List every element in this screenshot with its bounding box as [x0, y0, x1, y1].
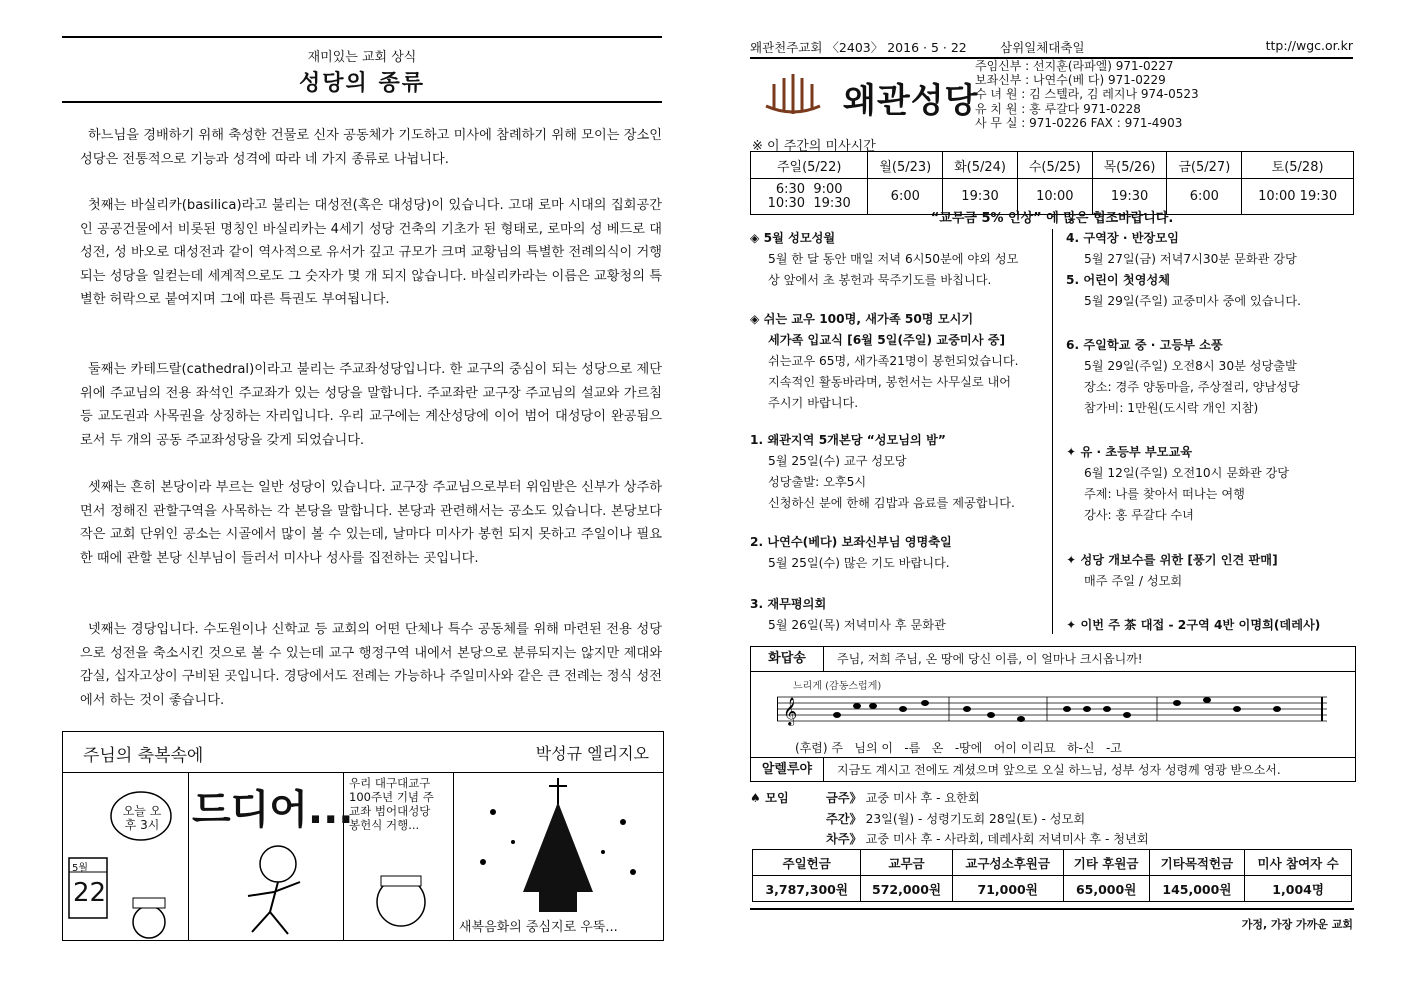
- notice-parent-education: [1066, 442, 1289, 526]
- psalm-box: [750, 646, 1356, 782]
- mass-day-header: 주일(5/22): [751, 152, 868, 179]
- title-rule: [62, 101, 662, 103]
- notice-line: 5월 29일(주일) 오전8시 30분 성당출발: [1084, 359, 1297, 373]
- comic-panel-3: [343, 772, 454, 940]
- offering-header: 기타 후원금: [1063, 850, 1149, 876]
- notice-line: 5월 29일(주일) 교중미사 중에 있습니다.: [1084, 294, 1301, 308]
- staff-line: 보좌신부 : 나연수(베 다) 971-0229: [975, 73, 1166, 88]
- notice-line: 지속적인 활동바라며, 봉헌서는 사무실로 내어: [768, 375, 1012, 389]
- notice-line: 상 앞에서 초 봉헌과 묵주기도를 바칩니다.: [768, 273, 992, 287]
- top-rule: [62, 36, 662, 38]
- church-name: 왜관성당: [843, 81, 979, 121]
- paragraph-intro: 하느님을 경배하기 위해 축성한 건물로 신자 공동체가 기도하고 미사에 참례하기 위해 모이는 장소인 성당은 전통적으로 기능과 성격에 따라 네 가지 종류로 나뉩니다.: [80, 128, 662, 167]
- notice-line: 참가비: 1만원(도시락 개인 지참): [1084, 401, 1259, 415]
- notice-line: 5월 26일(목) 저녁미사 후 문화관: [768, 618, 946, 632]
- offering-header: 교구성소후원금: [952, 850, 1063, 876]
- offering-header: 주일헌금: [753, 850, 861, 876]
- notice-heading: ✦ 성당 개보수를 위한 [풍기 인견 판매]: [1066, 553, 1278, 567]
- notice-heading: ◈ 쉬는 교우 100명, 새가족 50명 모시기: [750, 312, 974, 326]
- meeting-period: 금주》: [826, 791, 862, 805]
- comic-caption-evangelization: 새복음화의 중심지로 우뚝...: [459, 920, 618, 935]
- notice-line: 6월 12일(주일) 오전10시 문화관 강당: [1084, 466, 1290, 480]
- mass-time-cell: 10:00 19:30: [1242, 179, 1354, 215]
- comic-panel-1-drawing: [63, 772, 188, 940]
- paragraph-basilica: 첫째는 바실리카(basilica)라고 불리는 대성전(혹은 대성당)이 있습니다. 고대 로마 시대의 집회공간인 공공건물에서 비롯된 명칭인 바실리카는 4세기 성당 건축의 기초가 된 형태로, 로마의 성 베드로 대성전, 성 바오로 대성전과 같이 역사적으로 유서가 깊고 규모가 크며 교황님의 특별한 전례의식이 거행되는 성당을 일컫는데 세계적으로도 그 숫자가 몇 개 되지 않습니다. 바실리카라는 이름은 교황청의 특별한 허락으로 붙여지며 그에 따른 특권도 부여됩니다.: [80, 198, 662, 307]
- notice-finance-council: [750, 594, 946, 636]
- paragraph-parish: 셋째는 흔히 본당이라 부르는 일반 성당이 있습니다. 교구장 주교님으로부터 위임받은 신부가 상주하면서 정해진 관할구역을 사목하는 각 본당을 말합니다. 본당과 관련해서는 공소도 있습니다. 본당보다 작은 교회 단위인 공소는 시골에서 많이 볼 수 있는데, 날마다 미사가 봉헌 되지 못하고 주일이나 필요한 때에 관할 본당 신부님이 들러서 미사나 성사를 집전하는 곳입니다.: [80, 480, 662, 566]
- notice-heading: 3. 재무평의회: [750, 597, 827, 611]
- offering-value: 3,787,300원: [753, 876, 861, 902]
- staff-line: 수 녀 원 : 김 스텔라, 김 레지나 974-0523: [975, 87, 1199, 102]
- staff-line: 사 무 실 : 971-0226 FAX : 971-4903: [975, 115, 1183, 130]
- notice-feast-day: [750, 532, 952, 574]
- hymn-lyrics: (후렴) 주 님의 이 -름 온 -땅에 어이 이리묘 하-신 -고: [795, 741, 1122, 755]
- psalm-text: 주님, 저희 주님, 온 땅에 당신 이름, 이 얼마나 크시옵니까!: [837, 652, 1143, 666]
- mass-time-cell: 6:00: [1167, 179, 1242, 215]
- notice-line: 5월 25일(수) 교구 성모당: [768, 454, 907, 468]
- meeting-period: 주간》: [826, 811, 862, 826]
- offering-value: 65,000원: [1063, 876, 1149, 902]
- alleluia-row: [751, 757, 1355, 782]
- svg-text:𝄞: 𝄞: [783, 697, 798, 725]
- mass-day-header: 수(5/25): [1017, 152, 1092, 179]
- footer-slogan: 가정, 가장 가까운 교회: [1241, 918, 1353, 931]
- website-url[interactable]: ttp://wgc.or.kr: [1265, 38, 1353, 53]
- paragraph-cathedral: 둘째는 카테드랄(cathedral)이라고 불리는 주교좌성당입니다. 한 교구의 중심이 되는 성당으로 제단 위에 주교님의 전용 좌석인 주교좌가 있는 성당을 말합니다. 주교좌란 교구장 주교님의 설교와 가르침 등 교도권과 사목권을 상징하는 자리입니다. 우리 교구에는 계산성당에 이어 범어 대성당이 완공됨으로서 두 개의 공동 주교좌성당을 갖게 되었습니다.: [80, 362, 662, 448]
- tithe-notice: “교무금 5% 인상” 에 많은 협조바랍니다.: [930, 211, 1174, 226]
- staff-line: 유 치 원 : 홍 루갈다 971-0228: [975, 101, 1141, 116]
- notice-tea-service: [1066, 615, 1320, 636]
- feast-name: 삼위일체대축일: [1000, 40, 1085, 55]
- meeting-detail: 23일(월) - 성령기도회 28일(토) - 성모회: [865, 811, 1086, 826]
- calendar-day: 22: [73, 878, 107, 908]
- comic-bubble-time: 오늘 오후 3시: [122, 804, 162, 832]
- comic-panel-4: [453, 772, 663, 940]
- mass-schedule-table: [750, 151, 1354, 215]
- offering-value: 71,000원: [952, 876, 1063, 902]
- notice-line: 신청하신 분에 한해 김밥과 음료를 제공합니다.: [768, 496, 1015, 510]
- offering-header: 기타목적헌금: [1149, 850, 1245, 876]
- offering-value: 145,000원: [1149, 876, 1245, 902]
- comic-strip: [62, 731, 664, 941]
- offering-header: 교무금: [861, 850, 952, 876]
- notice-heading: 5. 어린이 첫영성체: [1066, 273, 1171, 287]
- notice-line: 쉬는교우 65명, 새가족21명이 봉헌되었습니다.: [768, 354, 1019, 368]
- staff-contacts: [975, 59, 1199, 130]
- notice-new-members: [750, 309, 1019, 414]
- mass-times-label: ※ 이 주간의 미사시간: [752, 139, 876, 154]
- comic-panel-2: [188, 772, 354, 940]
- bulletin-header: [750, 38, 1353, 56]
- mass-day-header: 금(5/27): [1167, 152, 1242, 179]
- staff-line: 주임신부 : 선지훈(라파엘) 971-0227: [975, 59, 1174, 73]
- church-logo-icon: [762, 72, 824, 122]
- notice-line: 5월 25일(수) 많은 기도 바랍니다.: [768, 556, 950, 570]
- comic-title: 주님의 축복속에: [83, 746, 204, 766]
- notice-youth-picnic: [1066, 335, 1300, 419]
- offering-value: 572,000원: [861, 876, 952, 902]
- alleluia-text: 지금도 계시고 전에도 계셨으며 앞으로 오실 하느님, 성부 성자 성령께 영광 받으소서.: [837, 763, 1281, 777]
- notice-fundraising-sale: [1066, 550, 1278, 592]
- offering-header: 미사 참여자 수: [1245, 850, 1352, 876]
- article-title: 성당의 종류: [299, 71, 425, 96]
- mass-time-cell: 19:30: [1092, 179, 1167, 215]
- meeting-row: [826, 809, 1346, 830]
- bottom-rule: [750, 908, 1354, 910]
- comic-panel-4-drawing: [453, 772, 663, 940]
- notice-heading: ✦ 이번 주 茶 대접 - 2구역 4반 이명희(데레사): [1066, 618, 1321, 632]
- notice-may-rosary: [750, 228, 1018, 291]
- alleluia-label: 알렐루야: [751, 758, 824, 782]
- notice-heading: ◈ 5월 성모성월: [750, 231, 836, 245]
- offering-table: [752, 849, 1352, 902]
- mass-time-cell: 10:00: [1017, 179, 1092, 215]
- notice-line: 매주 주일 / 성모회: [1084, 574, 1183, 588]
- mass-time-cell: 6:00: [868, 179, 943, 215]
- notice-heading: 1. 왜관지역 5개본당 “성모님의 밤”: [750, 433, 946, 447]
- notice-line: 주제: 나를 찾아서 떠나는 여행: [1084, 487, 1245, 501]
- mass-day-header: 토(5/28): [1242, 152, 1354, 179]
- notice-district-meeting: [1066, 228, 1297, 270]
- notice-heading: 6. 주일학교 중 · 고등부 소풍: [1066, 338, 1223, 352]
- notice-heading: 2. 나연수(베다) 보좌신부님 영명축일: [750, 535, 952, 549]
- notice-line: 5월 27일(금) 저녁7시30분 문화관 강당: [1084, 252, 1297, 266]
- comic-caption-cathedral: 우리 대구대교구 100주년 기념 주교좌 범어대성당 봉헌식 거행...: [349, 776, 434, 832]
- comic-header: [63, 732, 663, 773]
- mass-time-cell: 19:30: [943, 179, 1018, 215]
- mass-day-header: 화(5/24): [943, 152, 1018, 179]
- mass-time-cell: 6:30 9:00 10:30 19:30: [751, 179, 868, 215]
- meetings-section: [750, 788, 1346, 850]
- tempo-marking: 느리게 (감동스럽게): [793, 681, 882, 692]
- mass-day-header: 목(5/26): [1092, 152, 1167, 179]
- notice-line: 강사: 홍 루갈다 수녀: [1084, 508, 1194, 522]
- psalm-label: 화답송: [751, 647, 824, 671]
- article-kicker: 재미있는 교회 상식: [307, 50, 417, 65]
- comic-author: 박성규 엘리지오: [535, 744, 649, 763]
- offering-value: 1,004명: [1245, 876, 1352, 902]
- notice-heading: ✦ 유 · 초등부 부모교육: [1066, 445, 1192, 459]
- comic-panel-1: [63, 772, 189, 940]
- notice-heading: 4. 구역장 · 반장모임: [1066, 231, 1179, 245]
- notice-line: 세가족 입교식 [6월 5일(주일) 교중미사 중]: [768, 333, 1006, 347]
- notice-first-communion: [1066, 270, 1301, 312]
- notice-line: 장소: 경주 양동마을, 주상절리, 양남성당: [1084, 380, 1300, 394]
- paragraph-chapel: 넷째는 경당입니다. 수도원이나 신학교 등 교회의 어떤 단체나 특수 공동체를 위해 마련된 전용 성당으로 성전을 축소시킨 것으로 볼 수 있는데 교구 행정구역 내에서 본당으로 분류되지는 않지만 제대와 감실, 십자고상이 구비된 곳입니다. 경당에서도 전례는 가능하나 주일미사와 같은 큰 전례는 정식 성전에서 하는 것이 좋습니다.: [80, 622, 662, 708]
- calendar-month: 5월: [72, 863, 89, 874]
- meetings-heading: ♠ 모임: [750, 791, 789, 805]
- meeting-row: [826, 788, 1346, 809]
- meeting-row: [826, 829, 1346, 850]
- issue-info: 왜관천주교회 〈2403〉 2016 · 5 · 22: [750, 40, 967, 55]
- notice-line: 성당출발: 오후5시: [768, 475, 867, 489]
- psalm-row: [751, 647, 1355, 672]
- meeting-detail: 교중 미사 후 - 사라회, 데레사회 저녁미사 후 - 청년회: [865, 832, 1149, 846]
- notice-marian-night: [750, 430, 1015, 514]
- column-divider: [1052, 229, 1053, 634]
- comic-exclaim: 드디어...: [192, 787, 354, 833]
- notice-line: 5월 한 달 동안 매일 저녁 6시50분에 야외 성모: [768, 252, 1019, 266]
- music-staff: [777, 691, 1337, 733]
- mass-day-header: 월(5/23): [868, 152, 943, 179]
- notice-line: 주시기 바랍니다.: [768, 396, 859, 410]
- meeting-period: 차주》: [826, 832, 862, 846]
- meeting-detail: 교중 미사 후 - 요한회: [865, 791, 980, 805]
